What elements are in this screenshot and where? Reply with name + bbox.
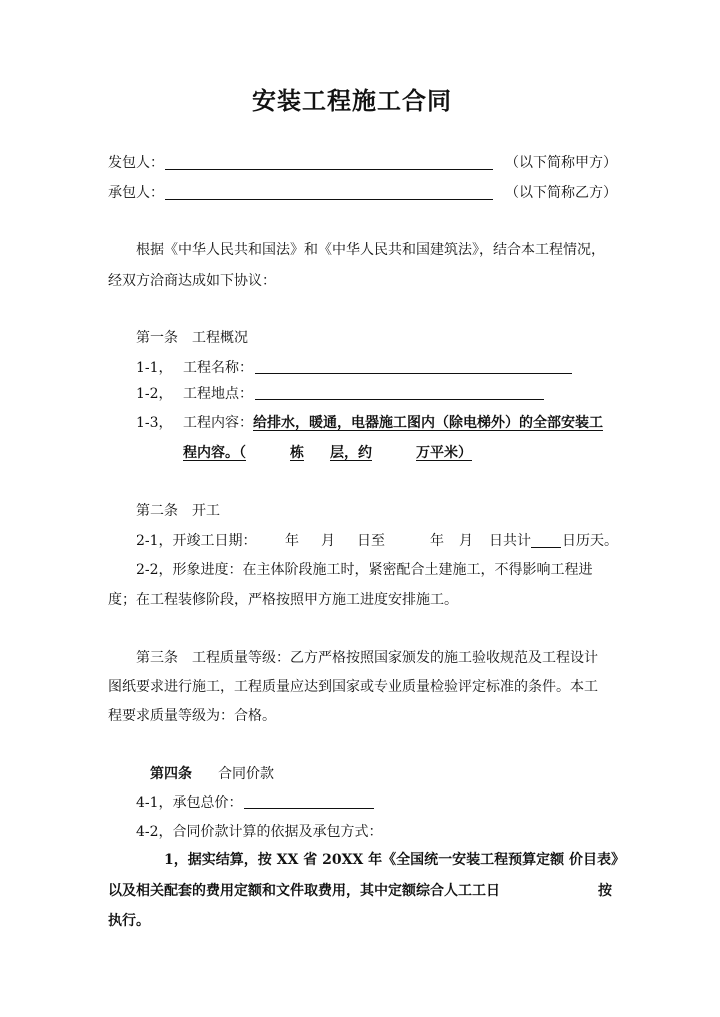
article-4-heading-rest: 合同价款 (218, 766, 274, 782)
item-1-3-content-1: 给排水，暖通，电器施工图内（除电梯外）的全部安装工 (253, 415, 603, 431)
item-1-1-label: 工程名称： (183, 360, 253, 376)
content-2a: 程内容。（ (183, 445, 246, 461)
document-title: 安装工程施工合同 (252, 86, 452, 115)
settlement-line-1: 1，据实结算，按 XX 省 20XX 年《全国统一安装工程预算定额 价目表》 (164, 852, 626, 868)
settlement-line-2a: 以及相关配套的费用定额和文件取费用，其中定额综合人工工日 (108, 883, 500, 899)
schedule-month-2: 月 (459, 533, 473, 549)
project-location-blank (255, 399, 544, 400)
schedule-label: 2-1，开竣工日期： (136, 533, 257, 549)
contractor-label: 承包人： (108, 185, 164, 201)
settlement-line-3: 执行。 (108, 913, 150, 929)
article-1-heading: 第一条 工程概况 (136, 330, 248, 346)
schedule-dayto: 日至 (357, 533, 385, 549)
employer-label: 发包人： (108, 155, 164, 171)
contractor-blank (165, 199, 493, 200)
project-name-blank (255, 373, 572, 374)
employer-blank (165, 169, 493, 170)
item-1-2-no: 1-2， (136, 386, 173, 402)
schedule-end: 日历天。 (562, 533, 618, 549)
settlement-line-2b: 按 (598, 883, 612, 899)
article-2-heading: 第二条 开工 (136, 503, 220, 519)
total-price-label: 4-1，承包总价： (136, 795, 243, 811)
schedule-month: 月 (321, 533, 335, 549)
employer-note: （以下简称甲方） (505, 155, 617, 171)
employer-line (108, 156, 164, 170)
content-2d: 万平米） (416, 445, 472, 461)
item-1-1-no: 1-1， (136, 360, 173, 376)
progress-line-2: 度；在工程装修阶段，严格按照甲方施工进度安排施工。 (108, 592, 458, 608)
schedule-year-2: 年 (430, 533, 444, 549)
article-4-heading-bold: 第四条 (150, 766, 192, 782)
item-1-3-content-2 (183, 446, 472, 460)
article-3-line-1: 第三条 工程质量等级：乙方严格按照国家颁发的施工验收规范及工程设计 (136, 650, 598, 666)
preamble-line-1: 根据《中华人民共和国法》和《中华人民共和国建筑法》，结合本工程情况， (136, 242, 605, 258)
item-1-2-label: 工程地点： (183, 386, 253, 402)
schedule-year: 年 (285, 533, 299, 549)
article-4-heading (150, 767, 274, 781)
content-2c: 层，约 (330, 445, 372, 461)
schedule-days-blank (531, 547, 561, 548)
contractor-note: （以下简称乙方） (505, 185, 617, 201)
preamble-line-2: 经双方洽商达成如下协议： (108, 273, 276, 289)
content-2b: 栋 (290, 445, 304, 461)
schedule-total: 日共计 (489, 533, 531, 549)
progress-line-1: 2-2，形象进度：在主体阶段施工时，紧密配合土建施工，不得影响工程进 (136, 562, 593, 578)
item-1-3-label: 工程内容： (183, 415, 253, 431)
pricing-basis: 4-2，合同价款计算的依据及承包方式： (136, 824, 383, 840)
total-price-blank (244, 808, 374, 809)
article-3-line-3: 程要求质量等级为：合格。 (108, 708, 276, 724)
article-3-line-2: 图纸要求进行施工，工程质量应达到国家或专业质量检验评定标准的条件。本工 (108, 679, 598, 695)
item-1-3-no: 1-3， (136, 415, 173, 431)
